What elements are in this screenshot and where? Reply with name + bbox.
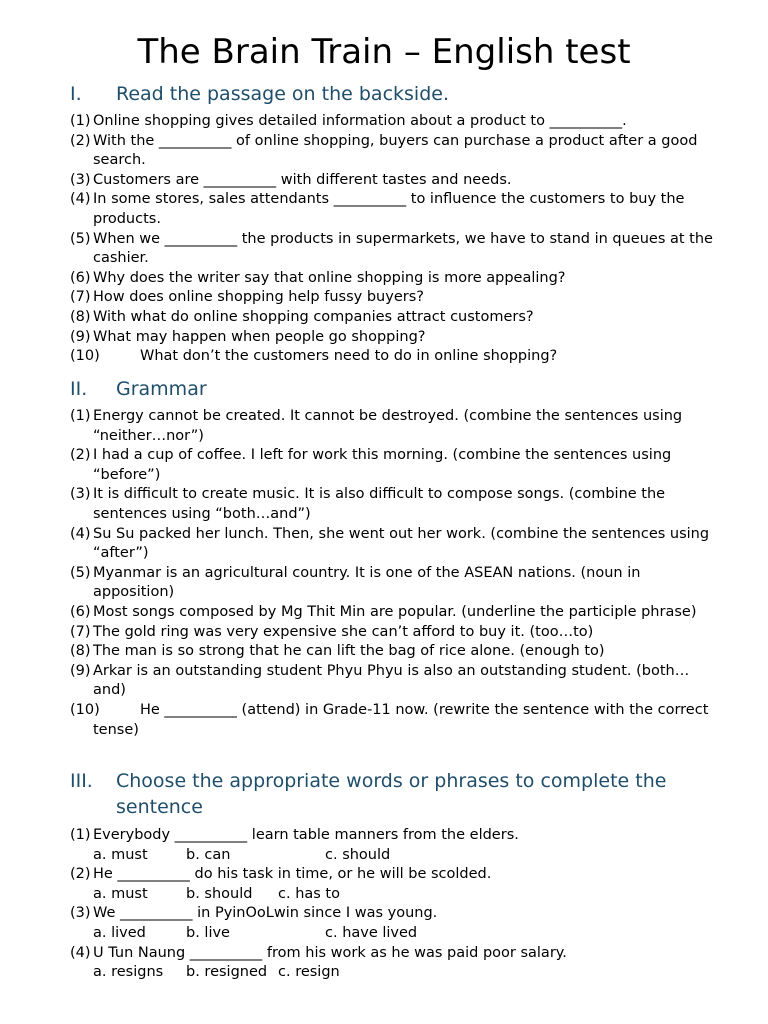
question-number: (9) <box>70 662 91 679</box>
question-text: He __________ do his task in time, or he will be scolded. <box>93 866 492 883</box>
page-title: The Brain Train – English test <box>137 32 631 72</box>
question-text: U Tun Naung __________ from his work as he was paid poor salary. <box>93 944 567 961</box>
question-text: Myanmar is an agricultural country. It is one of the ASEAN nations. (noun in apposition) <box>93 564 641 601</box>
question-item <box>70 328 720 348</box>
question-number: (2) <box>70 866 91 883</box>
question-text: He __________ (attend) in Grade-11 now. (rewrite the sentence with the correct tense) <box>93 701 709 738</box>
question-text: When we __________ the products in supermarkets, we have to stand in queues at the cashier. <box>93 230 713 267</box>
question-item <box>70 230 720 269</box>
question-item <box>70 485 720 524</box>
question-number: (8) <box>70 308 91 325</box>
question-number: (5) <box>70 564 91 581</box>
option-c: c. resign <box>278 964 340 981</box>
question-text: What may happen when people go shopping? <box>93 328 426 345</box>
option-c: c. should <box>325 846 391 863</box>
question-number: (2) <box>70 132 91 149</box>
question-number: (1) <box>70 113 91 129</box>
question-number: (2) <box>70 447 91 464</box>
question-number: (9) <box>70 328 91 345</box>
section-3-items <box>70 826 720 983</box>
question-text: With what do online shopping companies attract customers? <box>93 308 534 325</box>
question-text: With the __________ of online shopping, buyers can purchase a product after a good search. <box>93 132 698 169</box>
question-text: Su Su packed her lunch. Then, she went out her work. (combine the sentences using “after”) <box>93 525 710 562</box>
question-number: (10) <box>70 348 100 365</box>
answer-options <box>70 846 720 866</box>
question-number: (8) <box>70 643 91 660</box>
option-a: a. lived <box>93 924 146 941</box>
question-text: Why does the writer say that online shopping is more appealing? <box>93 269 566 286</box>
option-b: b. live <box>186 924 230 941</box>
question-number: (6) <box>70 269 91 286</box>
option-c: c. have lived <box>325 924 418 941</box>
option-b: b. resigned <box>186 964 268 981</box>
question-text: What don’t the customers need to do in online shopping? <box>140 348 558 365</box>
section-title: Grammar <box>116 378 207 400</box>
question-text: We __________ in PyinOoLwin since I was young. <box>93 905 438 922</box>
section-2-items <box>70 407 720 740</box>
option-c: c. has to <box>278 885 340 902</box>
section-1-items <box>70 112 720 367</box>
question-number: (3) <box>70 905 91 922</box>
question-item <box>70 407 720 446</box>
question-text: In some stores, sales attendants __________ to influence the customers to buy the products. <box>93 191 685 227</box>
question-item <box>70 446 720 485</box>
question-item <box>70 112 720 132</box>
question-item <box>70 190 720 229</box>
section-title: Read the passage on the backside. <box>116 83 449 105</box>
question-number: (3) <box>70 486 91 503</box>
question-item <box>70 701 720 740</box>
question-number: (10) <box>70 701 100 718</box>
question-number: (3) <box>70 171 91 188</box>
option-b: b. should <box>186 885 253 902</box>
question-item <box>70 347 720 367</box>
question-text: The gold ring was very expensive she can’t afford to buy it. (too…to) <box>93 623 594 640</box>
option-b: b. can <box>186 846 231 863</box>
question-number: (1) <box>70 827 91 843</box>
question-item <box>70 662 720 701</box>
question-text: Customers are __________ with different tastes and needs. <box>93 171 512 188</box>
question-number: (4) <box>70 944 91 961</box>
question-text: Everybody __________ learn table manners from the elders. <box>93 827 519 843</box>
question-number: (6) <box>70 603 91 620</box>
question-item <box>70 904 720 924</box>
question-text: It is difficult to create music. It is also difficult to compose songs. (combine the sentences using “both…and”) <box>93 486 666 522</box>
question-item <box>70 623 720 643</box>
question-item <box>70 564 720 603</box>
question-item <box>70 288 720 308</box>
option-a: a. resigns <box>93 964 164 981</box>
answer-options <box>70 924 720 944</box>
question-item <box>70 525 720 564</box>
question-number: (5) <box>70 230 91 247</box>
question-number: (1) <box>70 408 91 424</box>
question-text: Energy cannot be created. It cannot be destroyed. (combine the sentences using “neither…nor”) <box>93 408 683 444</box>
question-number: (7) <box>70 623 91 640</box>
question-text: How does online shopping help fussy buyers? <box>93 289 424 306</box>
answer-options <box>70 885 720 905</box>
question-text: I had a cup of coffee. I left for work this morning. (combine the sentences using “before”) <box>93 447 672 483</box>
question-number: (4) <box>70 191 91 208</box>
section-number: I. <box>70 83 82 105</box>
question-text: Online shopping gives detailed information about a product to __________. <box>93 113 627 129</box>
question-item <box>70 132 720 171</box>
question-item <box>70 269 720 289</box>
question-item <box>70 944 720 964</box>
question-text: The man is so strong that he can lift the bag of rice alone. (enough to) <box>93 643 605 660</box>
question-item <box>70 308 720 328</box>
question-item <box>70 642 720 662</box>
option-a: a. must <box>93 846 148 863</box>
question-number: (7) <box>70 289 91 306</box>
section-number: III. <box>70 770 93 792</box>
question-item <box>70 603 720 623</box>
question-item <box>70 826 720 846</box>
section-title: Choose the appropriate words or phrases to complete the sentence <box>116 770 667 818</box>
question-number: (4) <box>70 525 91 542</box>
answer-options <box>70 963 720 983</box>
option-a: a. must <box>93 885 148 902</box>
question-text: Arkar is an outstanding student Phyu Phyu is also an outstanding student. (both…and) <box>93 662 690 699</box>
question-item <box>70 171 720 191</box>
question-text: Most songs composed by Mg Thit Min are popular. (underline the participle phrase) <box>93 603 697 620</box>
question-item <box>70 865 720 885</box>
section-number: II. <box>70 378 88 400</box>
